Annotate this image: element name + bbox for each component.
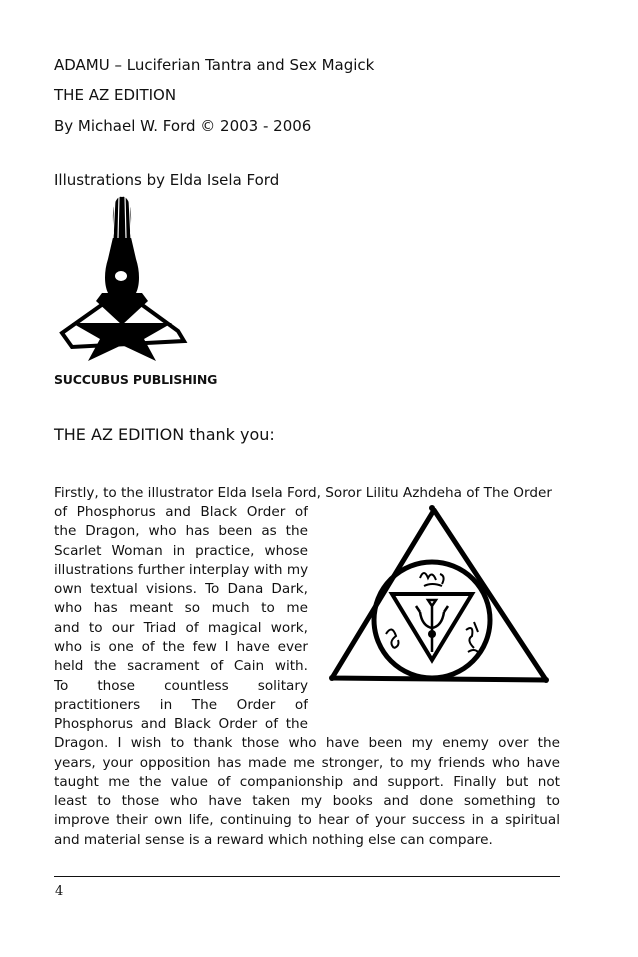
body-line: the Dragon, who has been as the [54, 523, 308, 540]
body-line: improve their own life, continuing to hear of your success in a spiritual [54, 812, 560, 829]
thanks-heading: THE AZ EDITION thank you: [54, 425, 275, 444]
body-left-column [54, 503, 308, 715]
body-rest [54, 715, 560, 850]
publisher-name: SUCCUBUS PUBLISHING [54, 372, 218, 387]
sigil-illustration [324, 502, 556, 692]
body-line: held the sacrament of Cain with. [54, 658, 308, 675]
body-line: illustrations further interplay with my [54, 561, 308, 578]
body-line: practitioners in The Order of [54, 696, 308, 713]
footer-divider [54, 876, 560, 877]
body-line: To those countless solitary [54, 677, 308, 694]
author-line: By Michael W. Ford © 2003 - 2006 [54, 117, 312, 135]
body-line: Phosphorus and Black Order of the [54, 716, 308, 732]
body-line: and material sense is a reward which nothing else can compare. [54, 831, 493, 848]
body-line: who has meant so much to me [54, 600, 308, 617]
body-line: Dragon. I wish to thank those who have been my enemy over the [54, 735, 560, 752]
body-line: and to our Triad of magical work, [54, 619, 308, 636]
body-line: least to those who have taken my books and done something to [54, 793, 560, 810]
publisher-logo [52, 193, 192, 363]
body-line: taught me the value of companionship and support. Finally but not [54, 773, 560, 790]
body-line: of Phosphorus and Black Order of [54, 504, 308, 520]
body-line: Scarlet Woman in practice, whose [54, 542, 308, 559]
body-line: who is one of the few I have ever [54, 639, 308, 656]
book-title: ADAMU – Luciferian Tantra and Sex Magick [54, 56, 375, 74]
edition-label: THE AZ EDITION [54, 86, 177, 104]
body-first-line: Firstly, to the illustrator Elda Isela Ford, Soror Lilitu Azhdeha of The Order [54, 485, 552, 501]
body-line: own textual visions. To Dana Dark, [54, 581, 308, 598]
body-line: years, your opposition has made me stronger, to my friends who have [54, 754, 560, 771]
illustrator-line: Illustrations by Elda Isela Ford [54, 171, 280, 189]
page-number: 4 [55, 884, 64, 899]
